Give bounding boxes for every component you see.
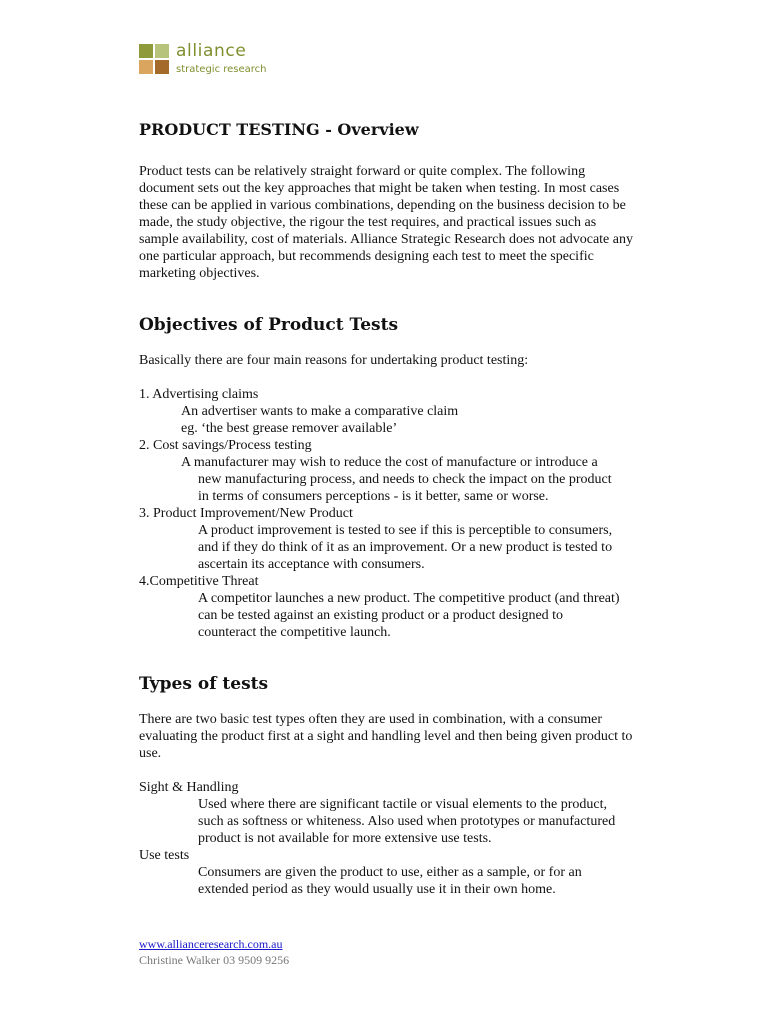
objective-line: counteract the competitive launch. (198, 625, 391, 640)
objective-title: 3. Product Improvement/New Product (139, 506, 353, 521)
objective-line: ascertain its acceptance with consumers. (198, 557, 425, 572)
type-title: Use tests (139, 848, 190, 863)
objective-line: A product improvement is tested to see if this is perceptible to consumers, (198, 523, 613, 538)
objective-line: in terms of consumers perceptions - is it better, same or worse. (198, 489, 549, 504)
objective-item (139, 505, 639, 573)
logo-square-2 (155, 44, 169, 58)
intro-paragraph: Product tests can be relatively straight forward or quite complex. The following document sets out the key approaches that might be taken when testing. In most cases these can be applied in various combinations, depending on the business decision to be made, the study objective, the rigour the test requires, and practical issues such as sample availability, cost of materials. Alliance Strategic Research does not advocate any one particular approach, but recommends designing each test to meet the specific marketing objectives. (139, 164, 633, 281)
objective-line: A manufacturer may wish to reduce the cost of manufacture or introduce a (181, 455, 598, 470)
logo-square-1 (139, 44, 153, 58)
objectives-heading: Objectives of Product Tests (139, 315, 399, 335)
logo-name: alliance (176, 41, 247, 61)
objective-line: An advertiser wants to make a comparative claim (181, 404, 459, 419)
objective-item (139, 386, 639, 437)
footer (139, 936, 289, 968)
type-item (139, 847, 639, 898)
logo-square-3 (139, 60, 153, 74)
objectives-lead: Basically there are four main reasons for undertaking product testing: (139, 353, 529, 368)
type-item (139, 779, 639, 847)
types-heading: Types of tests (139, 674, 269, 694)
logo-mark (139, 44, 169, 74)
type-line: product is not available for more extensive use tests. (198, 831, 492, 846)
objective-title: 1. Advertising claims (139, 387, 259, 402)
objective-title: 2. Cost savings/Process testing (139, 438, 312, 453)
objective-line: eg. ‘the best grease remover available’ (181, 421, 398, 436)
type-line: Used where there are significant tactile or visual elements to the product, (198, 797, 607, 812)
type-title: Sight & Handling (139, 780, 239, 795)
objective-line: and if they do think of it as an improvement. Or a new product is tested to (198, 540, 613, 555)
page-title: PRODUCT TESTING - Overview (139, 120, 419, 139)
website-link[interactable]: www.allianceresearch.com.au (139, 937, 283, 951)
objective-line: new manufacturing process, and needs to check the impact on the product (198, 472, 612, 487)
objectives-list (139, 386, 639, 641)
type-line: extended period as they would usually use it in their own home. (198, 882, 556, 897)
objective-line: can be tested against an existing product or a product designed to (198, 608, 564, 623)
document-body (139, 120, 639, 898)
type-line: such as softness or whiteness. Also used when prototypes or manufactured (198, 814, 616, 829)
logo-tagline: strategic research (176, 64, 267, 75)
contact-line: Christine Walker 03 9509 9256 (139, 953, 290, 967)
type-line: Consumers are given the product to use, either as a sample, or for an (198, 865, 582, 880)
types-list (139, 779, 639, 898)
objective-item (139, 573, 639, 641)
objective-title: 4.Competitive Threat (139, 574, 259, 589)
logo-square-4 (155, 60, 169, 74)
types-lead: There are two basic test types often they are used in combination, with a consumer evaluating the product first at a sight and handling level and then being given product to use. (139, 712, 633, 761)
logo (139, 41, 279, 78)
objective-item (139, 437, 639, 505)
objective-line: A competitor launches a new product. The competitive product (and threat) (198, 591, 620, 606)
